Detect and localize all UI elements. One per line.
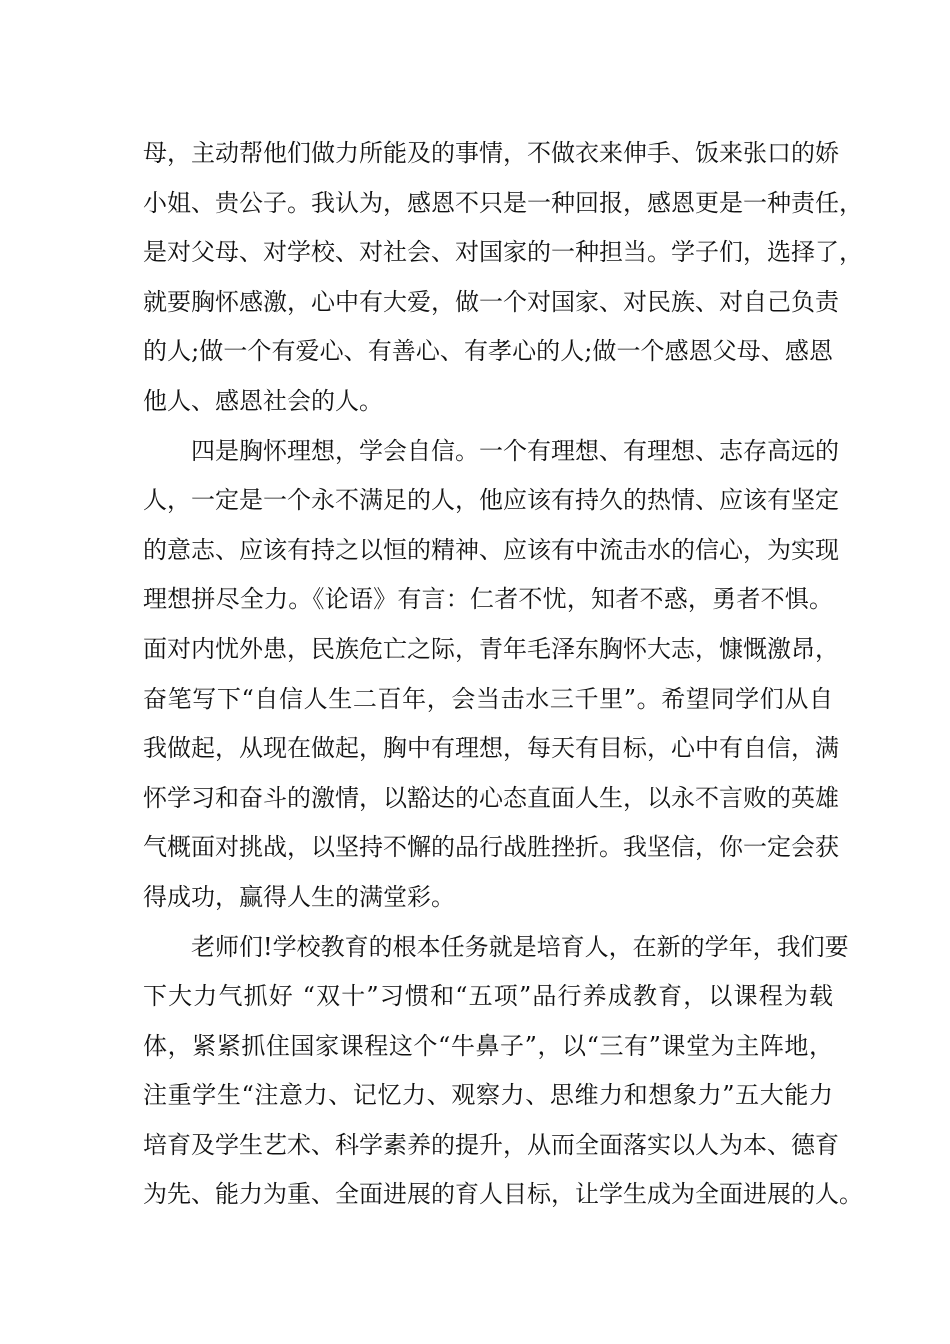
text-line: 人，一定是一个永不满足的人，他应该有持久的热情、应该有坚定 (143, 486, 839, 515)
text-line: 气概面对挑战，以坚持不懈的品行战胜挫折。我坚信，你一定会获 (143, 833, 839, 862)
text-line: 的人;做一个有爱心、有善心、有孝心的人;做一个感恩父母、感恩 (143, 337, 833, 366)
text-line: 注重学生“注意力、记忆力、观察力、思维力和想象力”五大能力 (143, 1081, 833, 1110)
text-line: 的意志、应该有持之以恒的精神、应该有中流击水的信心，为实现 (143, 535, 839, 564)
paragraph-teachers (143, 923, 863, 1221)
text-line: 理想拼尽全力。《论语》有言：仁者不忧，知者不惑，勇者不惧。 (143, 585, 833, 614)
text-line: 我做起，从现在做起，胸中有理想，每天有目标，心中有自信，满 (143, 734, 839, 763)
text-line: 他人、感恩社会的人。 (143, 386, 383, 415)
text-line: 面对内忧外患，民族危亡之际，青年毛泽东胸怀大志，慷慨激昂， (143, 634, 839, 663)
text-line: 培育及学生艺术、科学素养的提升，从而全面落实以人为本、德育 (143, 1130, 839, 1159)
text-line: 四是胸怀理想，学会自信。一个有理想、有理想、志存高远的 (191, 436, 839, 465)
text-line: 体，紧紧抓住国家课程这个“牛鼻子”，以“三有”课堂为主阵地， (143, 1031, 833, 1060)
text-line: 老师们!学校教育的根本任务就是培育人，在新的学年，我们要 (191, 932, 849, 961)
paragraph-gratitude (143, 129, 863, 427)
text-line: 为先、能力为重、全面进展的育人目标，让学生成为全面进展的人。 (143, 1180, 863, 1209)
text-line: 是对父母、对学校、对社会、对国家的一种担当。学子们，选择了， (143, 238, 863, 267)
text-line: 小姐、贵公子。我认为，感恩不只是一种回报，感恩更是一种责任， (143, 188, 863, 217)
text-line: 奋笔写下“自信人生二百年，会当击水三千里”。希望同学们从自 (143, 684, 833, 713)
text-line: 就要胸怀感激，心中有大爱，做一个对国家、对民族、对自己负责 (143, 287, 839, 316)
text-line: 下大力气抓好 “双十”习惯和“五项”品行养成教育，以课程为载 (143, 982, 833, 1011)
document-body (143, 129, 863, 1220)
paragraph-ideals (143, 427, 839, 923)
text-line: 母，主动帮他们做力所能及的事情，不做衣来伸手、饭来张口的娇 (143, 139, 839, 167)
text-line: 得成功，赢得人生的满堂彩。 (143, 882, 455, 911)
text-line: 怀学习和奋斗的激情，以豁达的心态直面人生，以永不言败的英雄 (143, 783, 839, 812)
